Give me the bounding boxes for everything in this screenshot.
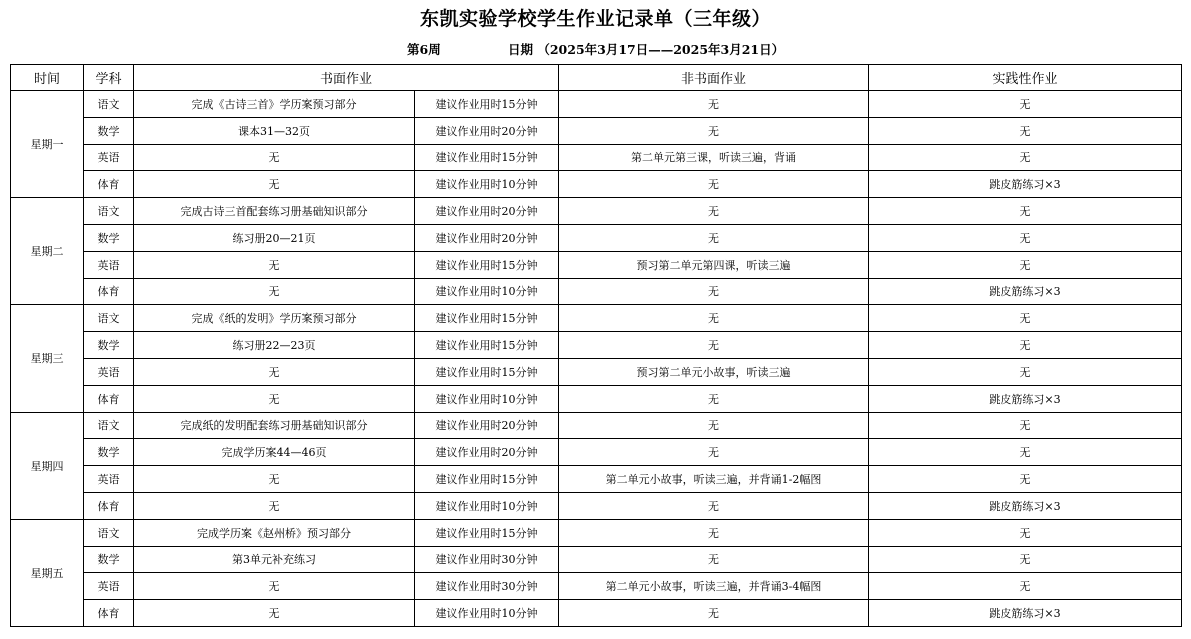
non-written-homework-cell: 第二单元第三课，听读三遍，背诵 bbox=[559, 144, 869, 171]
subject-cell: 语文 bbox=[84, 519, 134, 546]
written-homework-cell: 无 bbox=[134, 385, 415, 412]
suggested-time-cell: 建议作业用时15分钟 bbox=[415, 305, 559, 332]
subject-cell: 语文 bbox=[84, 198, 134, 225]
written-homework-cell: 完成纸的发明配套练习册基础知识部分 bbox=[134, 412, 415, 439]
subject-cell: 体育 bbox=[84, 171, 134, 198]
non-written-homework-cell: 无 bbox=[559, 224, 869, 251]
non-written-homework-cell: 无 bbox=[559, 492, 869, 519]
practice-homework-cell: 跳皮筋练习×3 bbox=[869, 385, 1182, 412]
practice-homework-cell: 无 bbox=[869, 305, 1182, 332]
subject-cell: 英语 bbox=[84, 358, 134, 385]
table-row bbox=[11, 439, 1182, 466]
table-row bbox=[11, 600, 1182, 627]
col-header-written: 书面作业 bbox=[134, 65, 559, 91]
suggested-time-cell: 建议作业用时20分钟 bbox=[415, 198, 559, 225]
header-row bbox=[11, 65, 1182, 91]
table-row bbox=[11, 224, 1182, 251]
suggested-time-cell: 建议作业用时15分钟 bbox=[415, 358, 559, 385]
suggested-time-cell: 建议作业用时20分钟 bbox=[415, 439, 559, 466]
suggested-time-cell: 建议作业用时15分钟 bbox=[415, 144, 559, 171]
non-written-homework-cell: 无 bbox=[559, 198, 869, 225]
day-cell: 星期二 bbox=[11, 198, 84, 305]
day-cell: 星期三 bbox=[11, 305, 84, 412]
practice-homework-cell: 跳皮筋练习×3 bbox=[869, 278, 1182, 305]
non-written-homework-cell: 无 bbox=[559, 171, 869, 198]
suggested-time-cell: 建议作业用时15分钟 bbox=[415, 91, 559, 118]
practice-homework-cell: 无 bbox=[869, 91, 1182, 118]
suggested-time-cell: 建议作业用时15分钟 bbox=[415, 519, 559, 546]
written-homework-cell: 完成《古诗三首》学历案预习部分 bbox=[134, 91, 415, 118]
subject-cell: 数学 bbox=[84, 439, 134, 466]
practice-homework-cell: 无 bbox=[869, 117, 1182, 144]
written-homework-cell: 完成古诗三首配套练习册基础知识部分 bbox=[134, 198, 415, 225]
written-homework-cell: 无 bbox=[134, 600, 415, 627]
table-row bbox=[11, 546, 1182, 573]
table-row bbox=[11, 412, 1182, 439]
non-written-homework-cell: 无 bbox=[559, 91, 869, 118]
non-written-homework-cell: 无 bbox=[559, 600, 869, 627]
table-row bbox=[11, 519, 1182, 546]
table-row bbox=[11, 91, 1182, 118]
subject-cell: 数学 bbox=[84, 332, 134, 359]
homework-table bbox=[10, 64, 1182, 627]
table-row bbox=[11, 198, 1182, 225]
date-range: 日期 （2025年3月17日——2025年3月21日） bbox=[508, 42, 785, 57]
suggested-time-cell: 建议作业用时10分钟 bbox=[415, 600, 559, 627]
suggested-time-cell: 建议作业用时10分钟 bbox=[415, 171, 559, 198]
subject-cell: 体育 bbox=[84, 600, 134, 627]
practice-homework-cell: 无 bbox=[869, 332, 1182, 359]
day-cell: 星期五 bbox=[11, 519, 84, 626]
col-header-practice: 实践性作业 bbox=[869, 65, 1182, 91]
written-homework-cell: 无 bbox=[134, 492, 415, 519]
table-row bbox=[11, 385, 1182, 412]
non-written-homework-cell: 第二单元小故事，听读三遍，并背诵1-2幅图 bbox=[559, 466, 869, 493]
practice-homework-cell: 跳皮筋练习×3 bbox=[869, 171, 1182, 198]
written-homework-cell: 无 bbox=[134, 573, 415, 600]
non-written-homework-cell: 无 bbox=[559, 412, 869, 439]
subject-cell: 英语 bbox=[84, 573, 134, 600]
subject-cell: 英语 bbox=[84, 251, 134, 278]
page-title: 东凯实验学校学生作业记录单（三年级） bbox=[419, 8, 771, 30]
table-row bbox=[11, 171, 1182, 198]
subject-cell: 英语 bbox=[84, 144, 134, 171]
col-header-time: 时间 bbox=[11, 65, 84, 91]
non-written-homework-cell: 预习第二单元小故事，听读三遍 bbox=[559, 358, 869, 385]
suggested-time-cell: 建议作业用时15分钟 bbox=[415, 251, 559, 278]
practice-homework-cell: 无 bbox=[869, 439, 1182, 466]
table-row bbox=[11, 332, 1182, 359]
subject-cell: 数学 bbox=[84, 224, 134, 251]
subject-cell: 数学 bbox=[84, 546, 134, 573]
non-written-homework-cell: 无 bbox=[559, 305, 869, 332]
col-header-non-written: 非书面作业 bbox=[559, 65, 869, 91]
day-cell: 星期四 bbox=[11, 412, 84, 519]
table-row bbox=[11, 492, 1182, 519]
suggested-time-cell: 建议作业用时20分钟 bbox=[415, 412, 559, 439]
practice-homework-cell: 无 bbox=[869, 412, 1182, 439]
written-homework-cell: 练习册22—23页 bbox=[134, 332, 415, 359]
suggested-time-cell: 建议作业用时10分钟 bbox=[415, 385, 559, 412]
col-header-subject: 学科 bbox=[84, 65, 134, 91]
written-homework-cell: 无 bbox=[134, 466, 415, 493]
written-homework-cell: 无 bbox=[134, 251, 415, 278]
table-row bbox=[11, 305, 1182, 332]
subject-cell: 体育 bbox=[84, 385, 134, 412]
table-body bbox=[11, 91, 1182, 627]
table-row bbox=[11, 466, 1182, 493]
table-row bbox=[11, 117, 1182, 144]
suggested-time-cell: 建议作业用时10分钟 bbox=[415, 492, 559, 519]
week-label: 第6周 bbox=[407, 42, 441, 57]
suggested-time-cell: 建议作业用时30分钟 bbox=[415, 573, 559, 600]
table-row bbox=[11, 251, 1182, 278]
practice-homework-cell: 无 bbox=[869, 251, 1182, 278]
subject-cell: 英语 bbox=[84, 466, 134, 493]
practice-homework-cell: 无 bbox=[869, 358, 1182, 385]
suggested-time-cell: 建议作业用时30分钟 bbox=[415, 546, 559, 573]
non-written-homework-cell: 预习第二单元第四课，听读三遍 bbox=[559, 251, 869, 278]
table-row bbox=[11, 573, 1182, 600]
non-written-homework-cell: 无 bbox=[559, 439, 869, 466]
practice-homework-cell: 跳皮筋练习×3 bbox=[869, 600, 1182, 627]
subject-cell: 体育 bbox=[84, 492, 134, 519]
practice-homework-cell: 无 bbox=[869, 546, 1182, 573]
written-homework-cell: 无 bbox=[134, 144, 415, 171]
written-homework-cell: 课本31—32页 bbox=[134, 117, 415, 144]
written-homework-cell: 完成学历案44—46页 bbox=[134, 439, 415, 466]
table-row bbox=[11, 278, 1182, 305]
practice-homework-cell: 无 bbox=[869, 224, 1182, 251]
written-homework-cell: 无 bbox=[134, 278, 415, 305]
non-written-homework-cell: 无 bbox=[559, 385, 869, 412]
suggested-time-cell: 建议作业用时20分钟 bbox=[415, 117, 559, 144]
non-written-homework-cell: 无 bbox=[559, 519, 869, 546]
subject-cell: 体育 bbox=[84, 278, 134, 305]
subject-cell: 语文 bbox=[84, 91, 134, 118]
non-written-homework-cell: 无 bbox=[559, 332, 869, 359]
written-homework-cell: 无 bbox=[134, 358, 415, 385]
suggested-time-cell: 建议作业用时15分钟 bbox=[415, 332, 559, 359]
non-written-homework-cell: 无 bbox=[559, 278, 869, 305]
practice-homework-cell: 无 bbox=[869, 198, 1182, 225]
non-written-homework-cell: 第二单元小故事，听读三遍，并背诵3-4幅图 bbox=[559, 573, 869, 600]
practice-homework-cell: 跳皮筋练习×3 bbox=[869, 492, 1182, 519]
written-homework-cell: 完成学历案《赵州桥》预习部分 bbox=[134, 519, 415, 546]
subject-cell: 语文 bbox=[84, 305, 134, 332]
table-row bbox=[11, 144, 1182, 171]
practice-homework-cell: 无 bbox=[869, 466, 1182, 493]
suggested-time-cell: 建议作业用时15分钟 bbox=[415, 466, 559, 493]
written-homework-cell: 完成《纸的发明》学历案预习部分 bbox=[134, 305, 415, 332]
subject-cell: 语文 bbox=[84, 412, 134, 439]
table-row bbox=[11, 358, 1182, 385]
non-written-homework-cell: 无 bbox=[559, 117, 869, 144]
practice-homework-cell: 无 bbox=[869, 144, 1182, 171]
non-written-homework-cell: 无 bbox=[559, 546, 869, 573]
practice-homework-cell: 无 bbox=[869, 573, 1182, 600]
written-homework-cell: 练习册20—21页 bbox=[134, 224, 415, 251]
suggested-time-cell: 建议作业用时20分钟 bbox=[415, 224, 559, 251]
suggested-time-cell: 建议作业用时10分钟 bbox=[415, 278, 559, 305]
written-homework-cell: 无 bbox=[134, 171, 415, 198]
subject-cell: 数学 bbox=[84, 117, 134, 144]
written-homework-cell: 第3单元补充练习 bbox=[134, 546, 415, 573]
day-cell: 星期一 bbox=[11, 91, 84, 198]
practice-homework-cell: 无 bbox=[869, 519, 1182, 546]
